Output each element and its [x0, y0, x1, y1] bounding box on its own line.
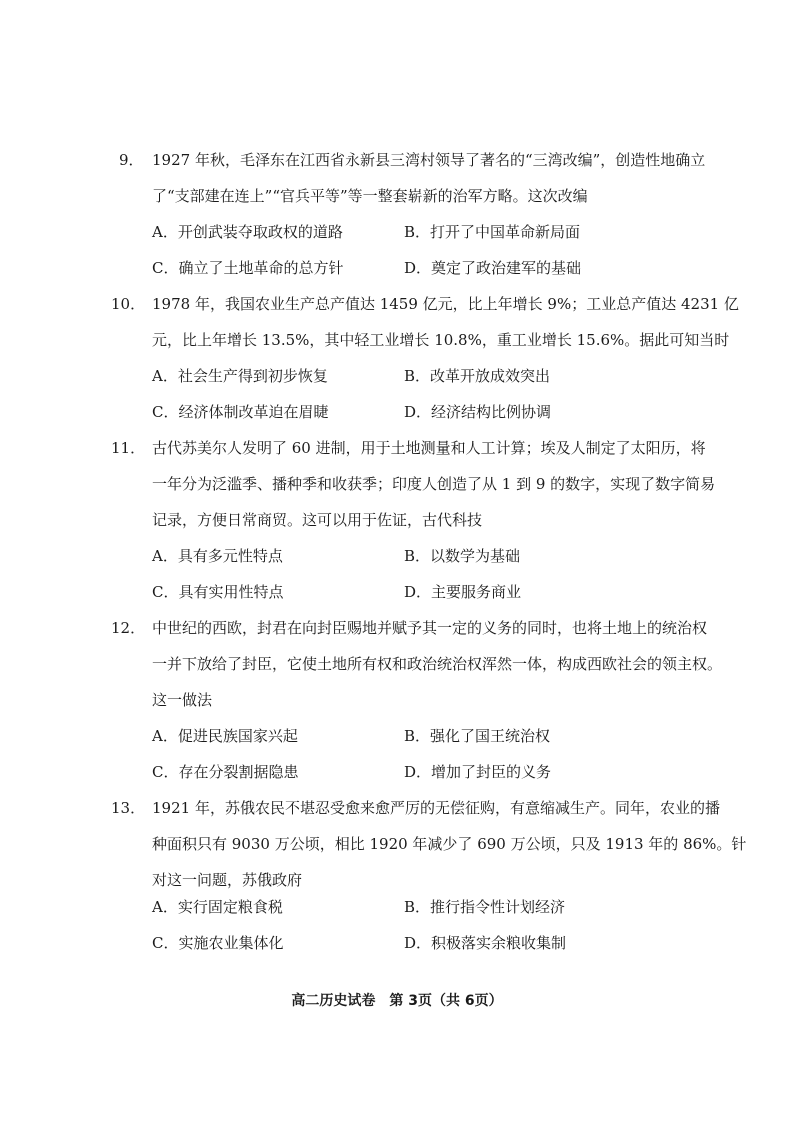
question-13-line-3: 对这一问题，苏俄政府	[152, 871, 303, 889]
question-9-option-c: C．确立了土地革命的总方针	[152, 259, 344, 277]
question-9-line-2: 了“支部建在连上”“官兵平等”等一整套崭新的治军方略。这次改编	[152, 187, 588, 205]
question-12-line-3: 这一做法	[152, 691, 213, 709]
page-footer: 高二历史试卷 第 3页（共 6页）	[291, 993, 503, 1009]
question-11-line-1: 古代苏美尔人发明了 60 进制，用于土地测量和人工计算；埃及人制定了太阳历，将	[152, 439, 706, 457]
question-12-line-2: 一并下放给了封臣，它使土地所有权和政治统治权浑然一体，构成西欧社会的领主权。	[152, 655, 723, 673]
question-10-option-c: C．经济体制改革迫在眉睫	[152, 403, 329, 421]
question-10-option-a: A．社会生产得到初步恢复	[152, 367, 328, 385]
question-9-number: 9．	[119, 151, 144, 169]
question-10-option-d: D．经济结构比例协调	[404, 403, 552, 421]
question-12-number: 12．	[111, 619, 146, 637]
question-9-option-b: B．打开了中国革命新局面	[404, 223, 581, 241]
question-10-option-b: B．改革开放成效突出	[404, 367, 551, 385]
question-11-option-d: D．主要服务商业	[404, 583, 522, 601]
question-13-number: 13．	[111, 799, 146, 817]
question-13-option-c: C．实施农业集体化	[152, 934, 284, 952]
question-12-option-a: A．促进民族国家兴起	[152, 727, 298, 745]
question-11-number: 11．	[111, 439, 146, 457]
question-13-option-a: A．实行固定粮食税	[152, 898, 283, 916]
question-11-option-c: C．具有实用性特点	[152, 583, 284, 601]
question-9-option-d: D．奠定了政治建军的基础	[404, 259, 582, 277]
question-9-line-1: 1927 年秋，毛泽东在江西省永新县三湾村领导了著名的“三湾改编”，创造性地确立	[152, 151, 706, 169]
question-11-option-a: A．具有多元性特点	[152, 547, 283, 565]
question-10-number: 10．	[111, 295, 146, 313]
question-11-line-3: 记录，方便日常商贸。这可以用于佐证，古代科技	[152, 511, 483, 529]
question-11-option-b: B．以数学为基础	[404, 547, 521, 565]
question-12-option-d: D．增加了封臣的义务	[404, 763, 552, 781]
question-12-line-1: 中世纪的西欧，封君在向封臣赐地并赋予其一定的义务的同时，也将土地上的统治权	[152, 619, 708, 637]
question-13-option-b: B．推行指令性计划经济	[404, 898, 566, 916]
question-10-line-2: 元，比上年增长 13.5%，其中轻工业增长 10.8%，重工业增长 15.6%。据此可知当时	[152, 331, 730, 349]
question-13-option-d: D．积极落实余粮收集制	[404, 934, 567, 952]
question-10-line-1: 1978 年，我国农业生产总产值达 1459 亿元，比上年增长 9%；工业总产值达 4231 亿	[152, 295, 739, 313]
question-12-option-b: B．强化了国王统治权	[404, 727, 551, 745]
question-13-line-1: 1921 年，苏俄农民不堪忍受愈来愈严厉的无偿征购，有意缩减生产。同年，农业的播	[152, 799, 720, 817]
question-12-option-c: C．存在分裂割据隐患	[152, 763, 299, 781]
question-9-option-a: A．开创武装夺取政权的道路	[152, 223, 343, 241]
question-11-line-2: 一年分为泛滥季、播种季和收获季；印度人创造了从 1 到 9 的数字，实现了数字简易	[152, 475, 716, 493]
question-13-line-2: 种面积只有 9030 万公顷，相比 1920 年减少了 690 万公顷，只及 1913 年的 86%。针	[152, 835, 747, 853]
